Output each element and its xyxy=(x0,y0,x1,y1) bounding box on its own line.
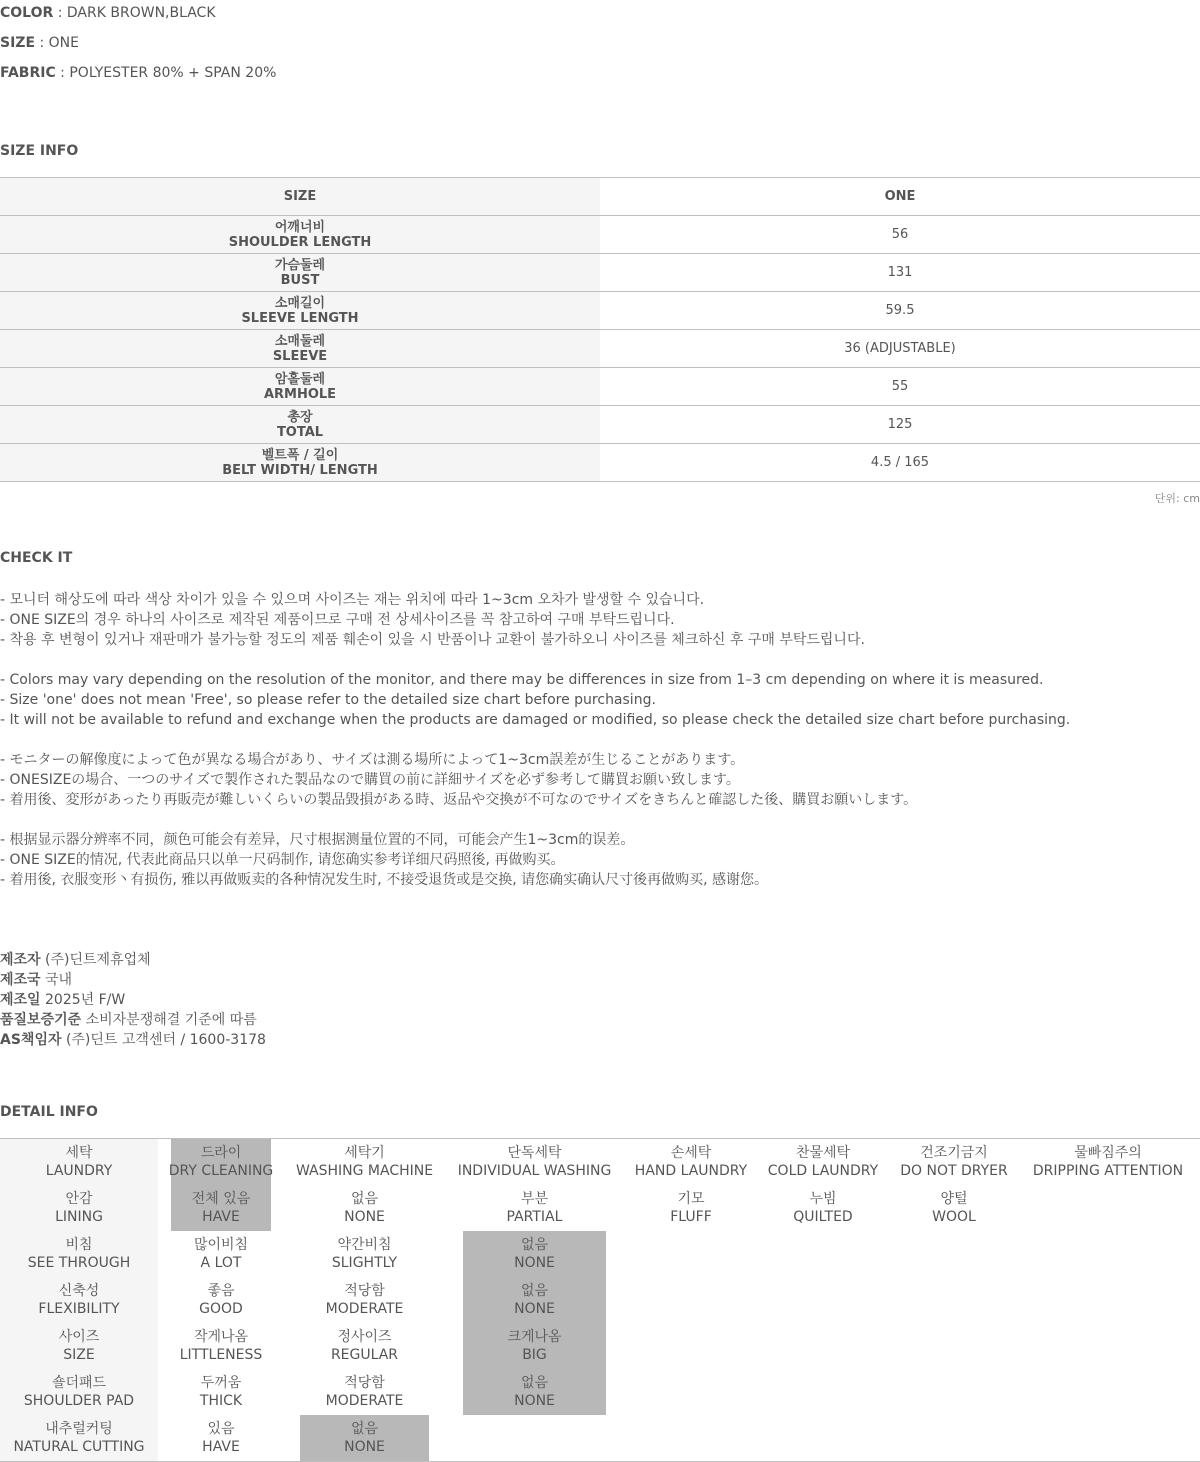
detail-cell-en: GOOD xyxy=(199,1301,243,1317)
maker-row xyxy=(0,1030,266,1050)
detail-cell-en: NONE xyxy=(344,1209,385,1225)
detail-cell-ko: 손세탁 xyxy=(670,1145,712,1161)
detail-cell-en: WOOL xyxy=(932,1209,976,1225)
detail-cell-ko: 부분 xyxy=(520,1191,549,1207)
measure-value: 131 xyxy=(887,265,913,280)
measure-label-ko: 어깨너비 xyxy=(274,219,326,235)
detail-cell-en: BIG xyxy=(522,1347,547,1363)
measure-label-en: BELT WIDTH/ LENGTH xyxy=(222,462,378,478)
spec-value: : POLYESTER 80% + SPAN 20% xyxy=(55,65,277,81)
measure-label-en: SHOULDER LENGTH xyxy=(228,234,372,250)
detail-cell xyxy=(463,1277,606,1323)
notice-line: - 着用後, 衣服变形丶有损伤, 雅以再做贩卖的各种情况发生时, 不接受退货或是交换, 请您确实确认尺寸後再做购买, 感谢您。 xyxy=(0,872,769,888)
detail-cell-ko: 건조기금지 xyxy=(920,1145,988,1161)
detail-cell-en: NONE xyxy=(514,1255,555,1271)
detail-cell-ko: 안감 xyxy=(65,1191,93,1207)
detail-cell xyxy=(0,1139,158,1185)
notice-line: - It will not be available to refund and exchange when the products are damaged or modified, so please check the detailed size chart before purchasing. xyxy=(0,712,1071,728)
detail-cell-ko: 기모 xyxy=(677,1191,705,1207)
maker-label: AS책임자 xyxy=(0,1032,62,1048)
measure-value: 59.5 xyxy=(885,303,915,318)
detail-cell-ko: 세탁기 xyxy=(344,1145,385,1161)
detail-cell-en: SHOULDER PAD xyxy=(23,1393,135,1409)
detail-cell xyxy=(171,1277,271,1323)
detail-cell-en: COLD LAUNDRY xyxy=(767,1163,879,1179)
detail-column xyxy=(295,1139,434,1461)
detail-cell-ko: 세탁 xyxy=(65,1145,93,1161)
maker-row xyxy=(0,1010,266,1030)
measure-label xyxy=(0,254,600,291)
detail-cell-ko: 없음 xyxy=(350,1191,379,1207)
detail-cell-en: PARTIAL xyxy=(506,1209,563,1225)
detail-cell xyxy=(1024,1139,1192,1185)
table-row xyxy=(0,444,1200,482)
notice-line: - 着用後、変形があったり再販売が難しいくらいの製品毀損がある時、返品や交換が不可なのでサイズをきちんと確認した後、購買お願いします。 xyxy=(0,792,918,808)
detail-column xyxy=(457,1139,612,1461)
detail-cell-en: A LOT xyxy=(200,1255,242,1271)
notice-line: - 根据显示器分辨率不同，颜色可能会有差异，尺寸根据测量位置的不同，可能会产生1~3cm的误差。 xyxy=(0,832,635,848)
detail-cell-ko: 사이즈 xyxy=(58,1329,100,1345)
notice-line: - ONE SIZE的情况, 代表此商品只以单一尺码制作, 请您确实参考详细尺码照後, 再做购买。 xyxy=(0,852,565,868)
detail-cell-en: NATURAL CUTTING xyxy=(13,1439,145,1455)
maker-info xyxy=(0,950,266,1050)
measure-label-ko: 소매길이 xyxy=(274,295,326,311)
detail-cell-en: SEE THROUGH xyxy=(27,1255,131,1271)
maker-value: (주)딘트 고객센터 / 1600-3178 xyxy=(61,1032,266,1048)
detail-cell-en: NONE xyxy=(514,1393,555,1409)
measure-value: 55 xyxy=(891,379,909,394)
measure-label xyxy=(0,368,600,405)
notice-line: - Size 'one' does not mean 'Free', so please refer to the detailed size chart before purchasing. xyxy=(0,692,656,708)
detail-cell-ko: 찬물세탁 xyxy=(795,1145,851,1161)
size-info-title: SIZE INFO xyxy=(0,143,79,159)
detail-cell-ko: 물빠짐주의 xyxy=(1074,1145,1142,1161)
measure-label-en: SLEEVE xyxy=(272,348,328,364)
detail-cell xyxy=(463,1231,606,1277)
detail-cell xyxy=(896,1185,1012,1231)
detail-cell xyxy=(171,1323,271,1369)
maker-label: 제조국 xyxy=(0,972,41,988)
detail-cell xyxy=(0,1323,158,1369)
maker-label: 제조자 xyxy=(0,952,41,968)
table-row xyxy=(0,254,1200,292)
detail-cell-en: NONE xyxy=(514,1301,555,1317)
detail-column xyxy=(762,1139,884,1461)
notice-line: - Colors may vary depending on the resolution of the monitor, and there may be differences in size from 1–3 cm depending on where it is measured. xyxy=(0,672,1044,688)
detail-cell-en: MODERATE xyxy=(325,1393,404,1409)
measure-label-ko: 암홀둘레 xyxy=(274,371,326,387)
detail-cell xyxy=(168,1139,274,1185)
check-it-notes xyxy=(0,590,1070,890)
detail-cell xyxy=(762,1185,884,1231)
check-it-title: CHECK IT xyxy=(0,550,73,566)
detail-cell-en: LAUNDRY xyxy=(45,1163,113,1179)
detail-cell xyxy=(300,1323,429,1369)
detail-cell xyxy=(762,1139,884,1185)
measure-label-ko: 소매둘레 xyxy=(274,333,326,349)
table-row xyxy=(0,330,1200,368)
detail-cell-en: HAND LAUNDRY xyxy=(634,1163,748,1179)
detail-cell-ko: 약간비침 xyxy=(337,1237,392,1253)
spec-value: : DARK BROWN,BLACK xyxy=(53,5,216,21)
detail-cell xyxy=(295,1139,434,1185)
measure-label xyxy=(0,406,600,443)
measure-value: 125 xyxy=(887,417,913,432)
detail-cell-ko: 누빔 xyxy=(809,1191,837,1207)
notice-line: - ONE SIZE의 경우 하나의 사이즈로 제작된 제품이므로 구매 전 상세사이즈를 꼭 참고하여 구매 부탁드립니다. xyxy=(0,612,675,628)
detail-column xyxy=(1024,1139,1192,1461)
spec-color xyxy=(0,4,216,22)
measure-label-en: ARMHOLE xyxy=(263,386,337,402)
detail-cell-ko: 숄더패드 xyxy=(51,1375,107,1391)
table-row xyxy=(0,292,1200,330)
spec-label: COLOR xyxy=(0,5,54,21)
measure-label-en: TOTAL xyxy=(276,424,324,440)
notice-line: - 착용 후 변형이 있거나 재판매가 불가능할 정도의 제품 훼손이 있을 시 반품이나 교환이 불가하오니 사이즈를 체크하신 후 구매 부탁드립니다. xyxy=(0,632,865,648)
spec-size xyxy=(0,34,79,52)
measure-value: 4.5 / 165 xyxy=(870,455,930,470)
detail-cell-ko: 비침 xyxy=(65,1237,93,1253)
detail-column xyxy=(0,1139,158,1461)
measure-label-en: SLEEVE LENGTH xyxy=(241,310,359,326)
detail-cell-en: FLUFF xyxy=(670,1209,712,1225)
maker-row xyxy=(0,970,266,990)
detail-cell-en: LITTLENESS xyxy=(179,1347,263,1363)
unit-note: 단위: cm xyxy=(1154,492,1200,505)
size-header-value: ONE xyxy=(884,189,916,204)
measure-value: 56 xyxy=(891,227,909,242)
detail-cell-en: HAVE xyxy=(202,1439,240,1455)
detail-cell-en: DRIPPING ATTENTION xyxy=(1032,1163,1184,1179)
detail-cell xyxy=(457,1139,612,1185)
detail-column xyxy=(896,1139,1012,1461)
detail-column xyxy=(628,1139,754,1461)
detail-info-title: DETAIL INFO xyxy=(0,1104,98,1120)
notice-line: - ONESIZEの場合、一つのサイズで製作された製品なので購買の前に詳細サイズを必ず参考して購買お願い致します。 xyxy=(0,772,740,788)
size-table xyxy=(0,177,1200,482)
maker-label: 품질보증기준 xyxy=(0,1012,82,1028)
detail-cell-en: REGULAR xyxy=(330,1347,399,1363)
detail-cell xyxy=(171,1369,271,1415)
detail-cell-ko: 크게나옴 xyxy=(507,1329,562,1345)
measure-label xyxy=(0,292,600,329)
detail-cell xyxy=(0,1369,158,1415)
size-table-header xyxy=(0,178,1200,216)
detail-cell-ko: 신축성 xyxy=(58,1283,100,1299)
detail-cell-ko: 없음 xyxy=(520,1237,549,1253)
detail-cell-ko: 있음 xyxy=(207,1421,235,1437)
detail-cell xyxy=(171,1415,271,1461)
detail-cell xyxy=(171,1185,271,1231)
detail-cell-en: DO NOT DRYER xyxy=(900,1163,1008,1179)
detail-cell-en: WASHING MACHINE xyxy=(295,1163,434,1179)
measure-label-en: BUST xyxy=(280,272,320,288)
detail-cell-ko: 드라이 xyxy=(200,1145,242,1161)
detail-column xyxy=(168,1139,274,1461)
spec-value: : ONE xyxy=(35,35,79,51)
detail-cell-ko: 적당함 xyxy=(344,1375,385,1391)
detail-cell-ko: 없음 xyxy=(520,1375,549,1391)
detail-cell-en: INDIVIDUAL WASHING xyxy=(457,1163,612,1179)
notice-line: - モニターの解像度によって色が異なる場合があり、サイズは測る場所によって1~3cm誤差が生じることがあります。 xyxy=(0,752,745,768)
detail-cell xyxy=(896,1139,1012,1185)
measure-label xyxy=(0,330,600,367)
notice-line: - 모니터 해상도에 따라 색상 차이가 있을 수 있으며 사이즈는 재는 위치에 따라 1~3cm 오차가 발생할 수 있습니다. xyxy=(0,592,705,608)
maker-row xyxy=(0,990,266,1010)
detail-cell xyxy=(463,1369,606,1415)
table-row xyxy=(0,406,1200,444)
maker-value: 국내 xyxy=(40,972,73,988)
maker-row xyxy=(0,950,266,970)
detail-cell xyxy=(300,1185,429,1231)
detail-cell-en: QUILTED xyxy=(793,1209,853,1225)
detail-cell-en: THICK xyxy=(199,1393,243,1409)
detail-cell xyxy=(628,1185,754,1231)
detail-cell-en: SIZE xyxy=(63,1347,95,1363)
spec-label: SIZE xyxy=(0,35,36,51)
detail-cell xyxy=(171,1231,271,1277)
detail-cell-en: MODERATE xyxy=(325,1301,404,1317)
detail-cell xyxy=(0,1185,158,1231)
detail-cell-ko: 적당함 xyxy=(344,1283,385,1299)
detail-cell-ko: 없음 xyxy=(350,1421,379,1437)
detail-cell-ko: 작게나옴 xyxy=(193,1329,249,1345)
detail-table xyxy=(0,1138,1200,1462)
detail-cell-ko: 단독세탁 xyxy=(507,1145,562,1161)
detail-cell-ko: 좋음 xyxy=(207,1283,235,1299)
size-header-label: SIZE xyxy=(0,178,600,215)
detail-cell xyxy=(0,1231,158,1277)
spec-label: FABRIC xyxy=(0,65,56,81)
detail-cell-en: SLIGHTLY xyxy=(331,1255,398,1271)
detail-cell xyxy=(628,1139,754,1185)
detail-cell-ko: 두꺼움 xyxy=(200,1375,242,1391)
measure-value: 36 (ADJUSTABLE) xyxy=(844,341,956,356)
detail-cell xyxy=(0,1415,158,1461)
maker-label: 제조일 xyxy=(0,992,41,1008)
measure-label-ko: 가슴둘레 xyxy=(274,257,326,273)
measure-label xyxy=(0,216,600,253)
table-row xyxy=(0,216,1200,254)
detail-cell-ko: 양털 xyxy=(940,1191,968,1207)
maker-value: 2025년 F/W xyxy=(40,992,126,1008)
measure-label-ko: 총장 xyxy=(287,409,313,425)
detail-cell-ko: 많이비침 xyxy=(193,1237,249,1253)
detail-cell-ko: 전체 있음 xyxy=(191,1191,251,1207)
detail-cell xyxy=(300,1415,429,1461)
detail-cell-en: DRY CLEANING xyxy=(168,1163,274,1179)
detail-cell xyxy=(300,1369,429,1415)
detail-cell xyxy=(0,1277,158,1323)
detail-cell-ko: 내추럴커팅 xyxy=(45,1421,113,1437)
detail-cell-ko: 없음 xyxy=(520,1283,549,1299)
detail-cell xyxy=(300,1277,429,1323)
maker-value: 소비자분쟁해결 기준에 따름 xyxy=(81,1012,257,1028)
detail-cell-en: HAVE xyxy=(202,1209,240,1225)
detail-cell-en: NONE xyxy=(344,1439,385,1455)
measure-label-ko: 벨트폭 / 길이 xyxy=(261,447,339,463)
detail-cell xyxy=(300,1231,429,1277)
detail-cell-en: LINING xyxy=(55,1209,103,1225)
table-row xyxy=(0,368,1200,406)
detail-cell-ko: 정사이즈 xyxy=(337,1329,392,1345)
spec-fabric xyxy=(0,64,276,82)
measure-label xyxy=(0,444,600,481)
detail-cell-en: FLEXIBILITY xyxy=(38,1301,120,1317)
detail-cell xyxy=(463,1323,606,1369)
detail-cell xyxy=(463,1185,606,1231)
maker-value: (주)딘트제휴업체 xyxy=(40,952,151,968)
